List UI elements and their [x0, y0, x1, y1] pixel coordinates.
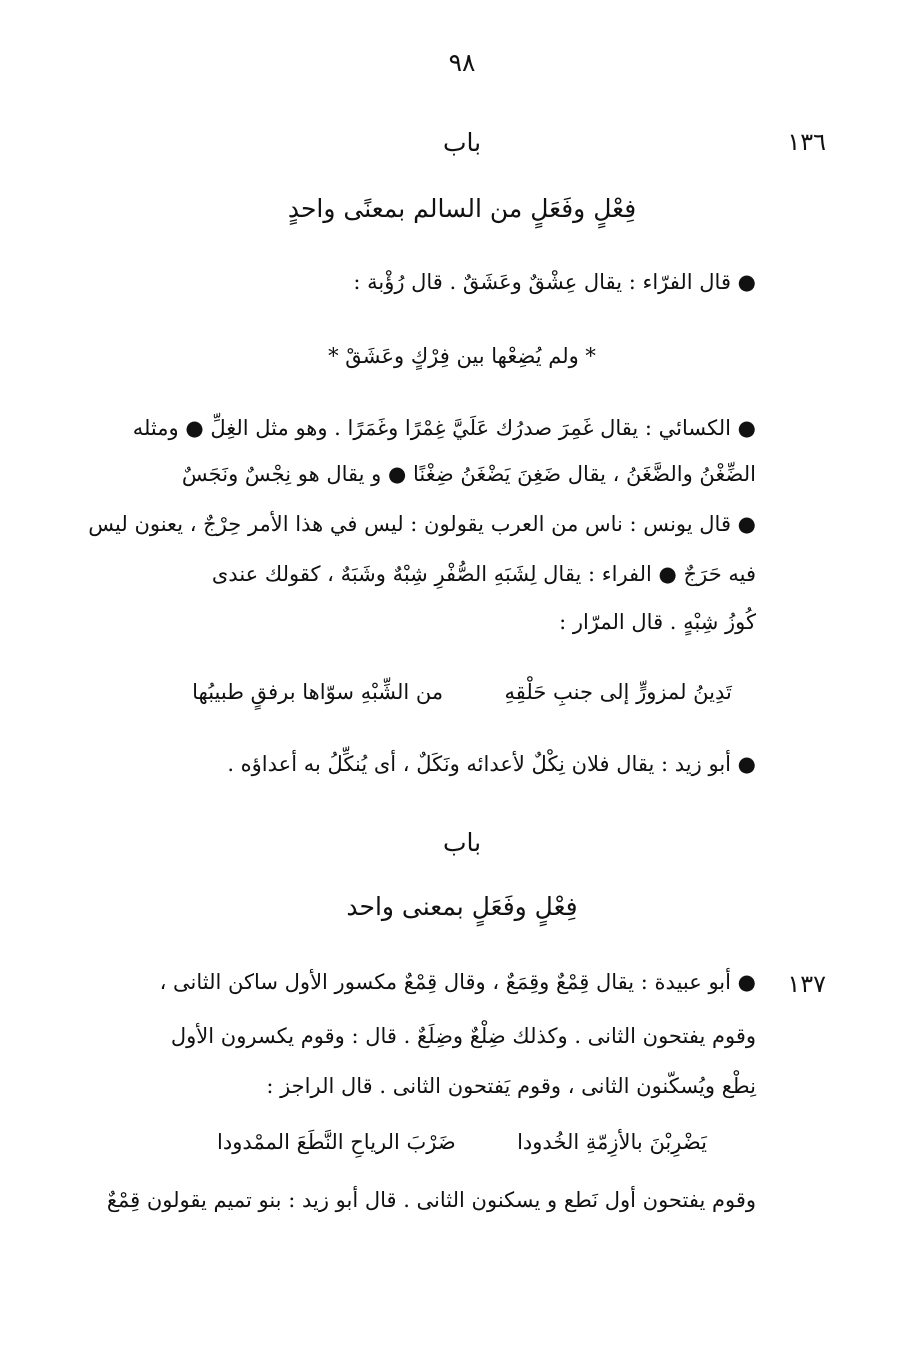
verse-couplet: [0, 1130, 924, 1154]
paragraph-line: وقوم يفتحون الثانى . وكذلك ضِلْعٌ وضِلَعٌ . قال : وقوم يكسرون الأول: [170, 1024, 756, 1048]
paragraph-line: فيه حَرَجٌ ● الفراء : يقال لِشَبَهِ الصُّفْرِ شِبْهٌ وشَبَهٌ ، كقولك عندى: [211, 562, 756, 586]
verse-hemistich-left: من الشِّبْهِ سوّاها برفقٍ طبيبُها: [192, 680, 444, 704]
verse-hemistich-right: يَضْرِبْنَ بالأزِمّةِ الخُدودا: [517, 1130, 707, 1154]
paragraph-line: كُوزُ شِبْهٍ . قال المرّار :: [559, 610, 756, 634]
chapter-subheading-137: فِعْلٍ وفَعَلٍ بمعنى واحد: [346, 892, 578, 921]
verse-couplet: [0, 680, 924, 704]
chapter-heading-137: باب: [442, 828, 482, 857]
section-number-137: ١٣٧: [787, 970, 826, 998]
paragraph-line: ● قال يونس : ناس من العرب يقولون : ليس في هذا الأمر حِرْجٌ ، يعنون ليس: [88, 512, 756, 536]
verse-hemistich-left: ضَرْبَ الرياحِ النَّطَعَ الممْدودا: [217, 1130, 456, 1154]
section-number-136: ١٣٦: [787, 128, 826, 156]
paragraph-line: ● أبو عبيدة : يقال قِمْعٌ وقِمَعٌ ، وقال قِمْعٌ مكسور الأول ساكن الثانى ،: [159, 970, 756, 994]
page-number: ٩٨: [448, 48, 476, 77]
paragraph-line: وقوم يفتحون أول نَطع و يسكنون الثانى . قال أبو زيد : بنو تميم يقولون قِمْعٌ: [106, 1188, 756, 1212]
paragraph-line: نِطْع ويُسكّنون الثانى ، وقوم يَفتحون الثانى . قال الراجز :: [266, 1074, 756, 1098]
paragraph-line: ● الكسائي : يقال غَمِرَ صدرُك عَلَيَّ غِمْرًا وغَمَرًا . وهو مثل الغِلِّ ● ومثله: [132, 416, 756, 440]
verse-hemistich-right: تَدِينُ لمزورٍّ إلى جنبِ حَلْقِهِ: [504, 680, 732, 704]
paragraph-line: ● قال الفرّاء : يقال عِشْقٌ وعَشَقٌ . قال رُؤْبة :: [353, 270, 756, 294]
verse-line: * ولم يُضِعْها بين فِرْكٍ وعَشَقْ *: [328, 344, 596, 368]
chapter-subheading-136: فِعْلٍ وفَعَلٍ من السالم بمعنًى واحدٍ: [287, 194, 637, 223]
chapter-heading-136: باب: [442, 128, 482, 157]
paragraph-line: الضِّغْنُ والضَّغَنُ ، يقال ضَغِنَ يَضْغَنُ ضِغْنًا ● و يقال هو نِجْسٌ ونَجَسٌ: [181, 462, 756, 486]
paragraph-line: ● أبو زيد : يقال فلان نِكْلٌ لأعدائه ونَكَلٌ ، أى يُنكِّلُ به أعداؤه .: [227, 752, 756, 776]
